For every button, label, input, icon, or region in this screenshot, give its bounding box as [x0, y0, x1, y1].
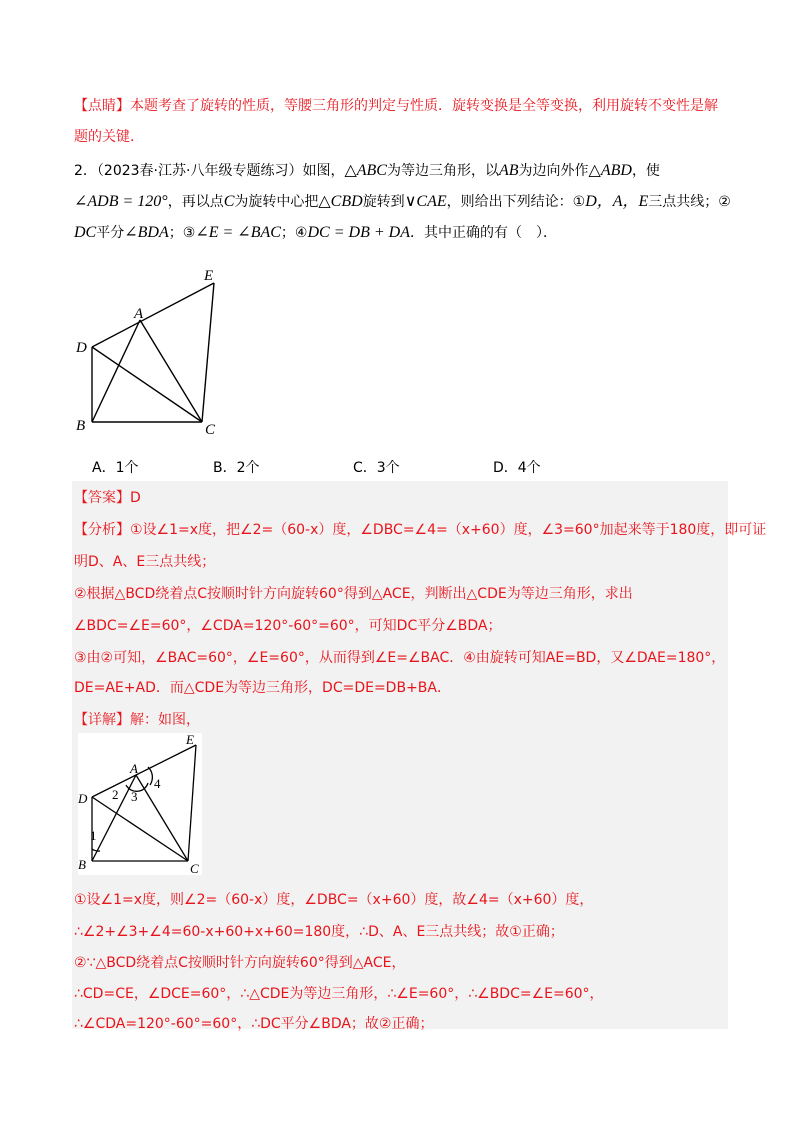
triangle-abc: △ABC	[344, 162, 387, 179]
detail-label: 【详解】解：如图，	[74, 712, 200, 728]
question-line-3	[74, 223, 557, 243]
points-dae: D，A，E	[585, 193, 649, 210]
triangle-abd: △ABD	[588, 162, 632, 179]
text: 平分	[96, 225, 125, 241]
text: ，再以点	[167, 194, 224, 210]
analysis-line-6: DE=AE+AD．而△CDE为等边三角形，DC=DE=DB+BA．	[74, 680, 451, 696]
question-line-2	[74, 192, 731, 212]
detail-line-2: ∴∠2+∠3+∠4=60-x+60+x+60=180度，∴D、A、E三点共线；故①正确；	[74, 924, 564, 940]
triangle-cbd: △CBD	[318, 193, 363, 210]
angle-bda: ∠BDA	[124, 224, 169, 241]
text: 为旋转中心把	[234, 194, 319, 210]
text: ；③	[168, 225, 196, 241]
label-e: E	[204, 268, 214, 284]
segment-ec	[202, 283, 214, 422]
option-d: D．4个	[493, 460, 541, 476]
label-angle-2: 2	[112, 787, 119, 802]
label-a: A	[130, 761, 138, 776]
analysis-line-2: 明D、A、E三点共线；	[74, 554, 216, 570]
label-angle-1: 1	[90, 828, 97, 843]
analysis-line-5: ③由②可知，∠BAC=60°，∠E=60°，从而得到∠E=∠BAC．④由旋转可知AE=BD，又∠DAE=180°，	[74, 650, 726, 666]
segment-dc: DC	[74, 224, 97, 241]
text: ．其中正确的有（ ）．	[409, 225, 557, 241]
segment-dc-line	[92, 347, 202, 422]
point-c: C	[223, 193, 235, 210]
angle-adb: ∠ADB = 120°	[74, 193, 168, 210]
dc-eq: DC = DB + DA	[307, 224, 410, 241]
label-angle-3: 3	[131, 789, 138, 804]
label-c: C	[190, 861, 199, 875]
label-c: C	[205, 422, 216, 437]
triangle-cae: ∨CAE	[404, 193, 447, 210]
segment-ab: AB	[498, 162, 519, 179]
detail-line-4: ∴CD=CE，∠DCE=60°，∴△CDE为等边三角形，∴∠E=60°，∴∠BDC=∠E=60°，	[74, 986, 604, 1002]
label-b: B	[78, 857, 86, 872]
question-source: （2023春·江苏·八年级专题练习）	[96, 163, 303, 179]
analysis-line-1: 【分析】①设∠1=x度，把∠2=（60-x）度，∠DBC=∠4=（x+60）度，∠3=60°加起来等于180度，即可证	[74, 522, 767, 538]
analysis-line-3: ②根据△BCD绕着点C按顺时针方向旋转60°得到△ACE，判断出△CDE为等边三角形，求出	[74, 586, 633, 602]
segment-de	[92, 283, 214, 347]
text: 为边向外作	[518, 163, 589, 179]
solution-figure	[78, 733, 202, 875]
segment-ba	[92, 320, 140, 422]
question-figure	[72, 262, 232, 437]
detail-line-1: ①设∠1=x度，则∠2=（60-x）度，∠DBC=（x+60）度，故∠4=（x+60）度，	[74, 892, 594, 908]
label-d: D	[76, 340, 87, 356]
answer-label: 【答案】D	[74, 490, 141, 506]
detail-line-3: ②∵△BCD绕着点C按顺时针方向旋转60°得到△ACE，	[74, 955, 406, 971]
question-line-1	[74, 161, 660, 181]
angle-e-bac: ∠E = ∠BAC	[195, 224, 281, 241]
analysis-line-4: ∠BDC=∠E=60°，∠CDA=120°-60°=60°，可知DC平分∠BDA；	[74, 618, 502, 634]
label-a: A	[134, 306, 144, 322]
segment-ac	[140, 320, 202, 422]
label-b: B	[76, 418, 86, 434]
option-b: B．2个	[213, 460, 260, 476]
label-angle-4: 4	[154, 776, 161, 791]
text: ，使	[631, 163, 660, 179]
detail-line-5: ∴∠CDA=120°-60°=60°，∴DC平分∠BDA；故②正确；	[74, 1016, 434, 1032]
text: 为等边三角形，以	[386, 163, 499, 179]
option-c: C．3个	[353, 460, 400, 476]
text: 旋转到	[362, 194, 405, 210]
label-d: D	[78, 791, 88, 806]
dianjing-line-2: 题的关键．	[74, 129, 144, 145]
text: ；④	[280, 225, 308, 241]
option-a: A．1个	[92, 460, 139, 476]
dianjing-line-1: 【点睛】本题考查了旋转的性质，等腰三角形的判定与性质．旋转变换是全等变换，利用旋转不变性是解	[74, 98, 718, 114]
label-e: E	[186, 733, 194, 747]
text: 三点共线；②	[648, 194, 731, 210]
text: ，则给出下列结论：①	[446, 194, 586, 210]
question-number: 2．	[74, 163, 97, 179]
text: 如图，	[302, 163, 345, 179]
